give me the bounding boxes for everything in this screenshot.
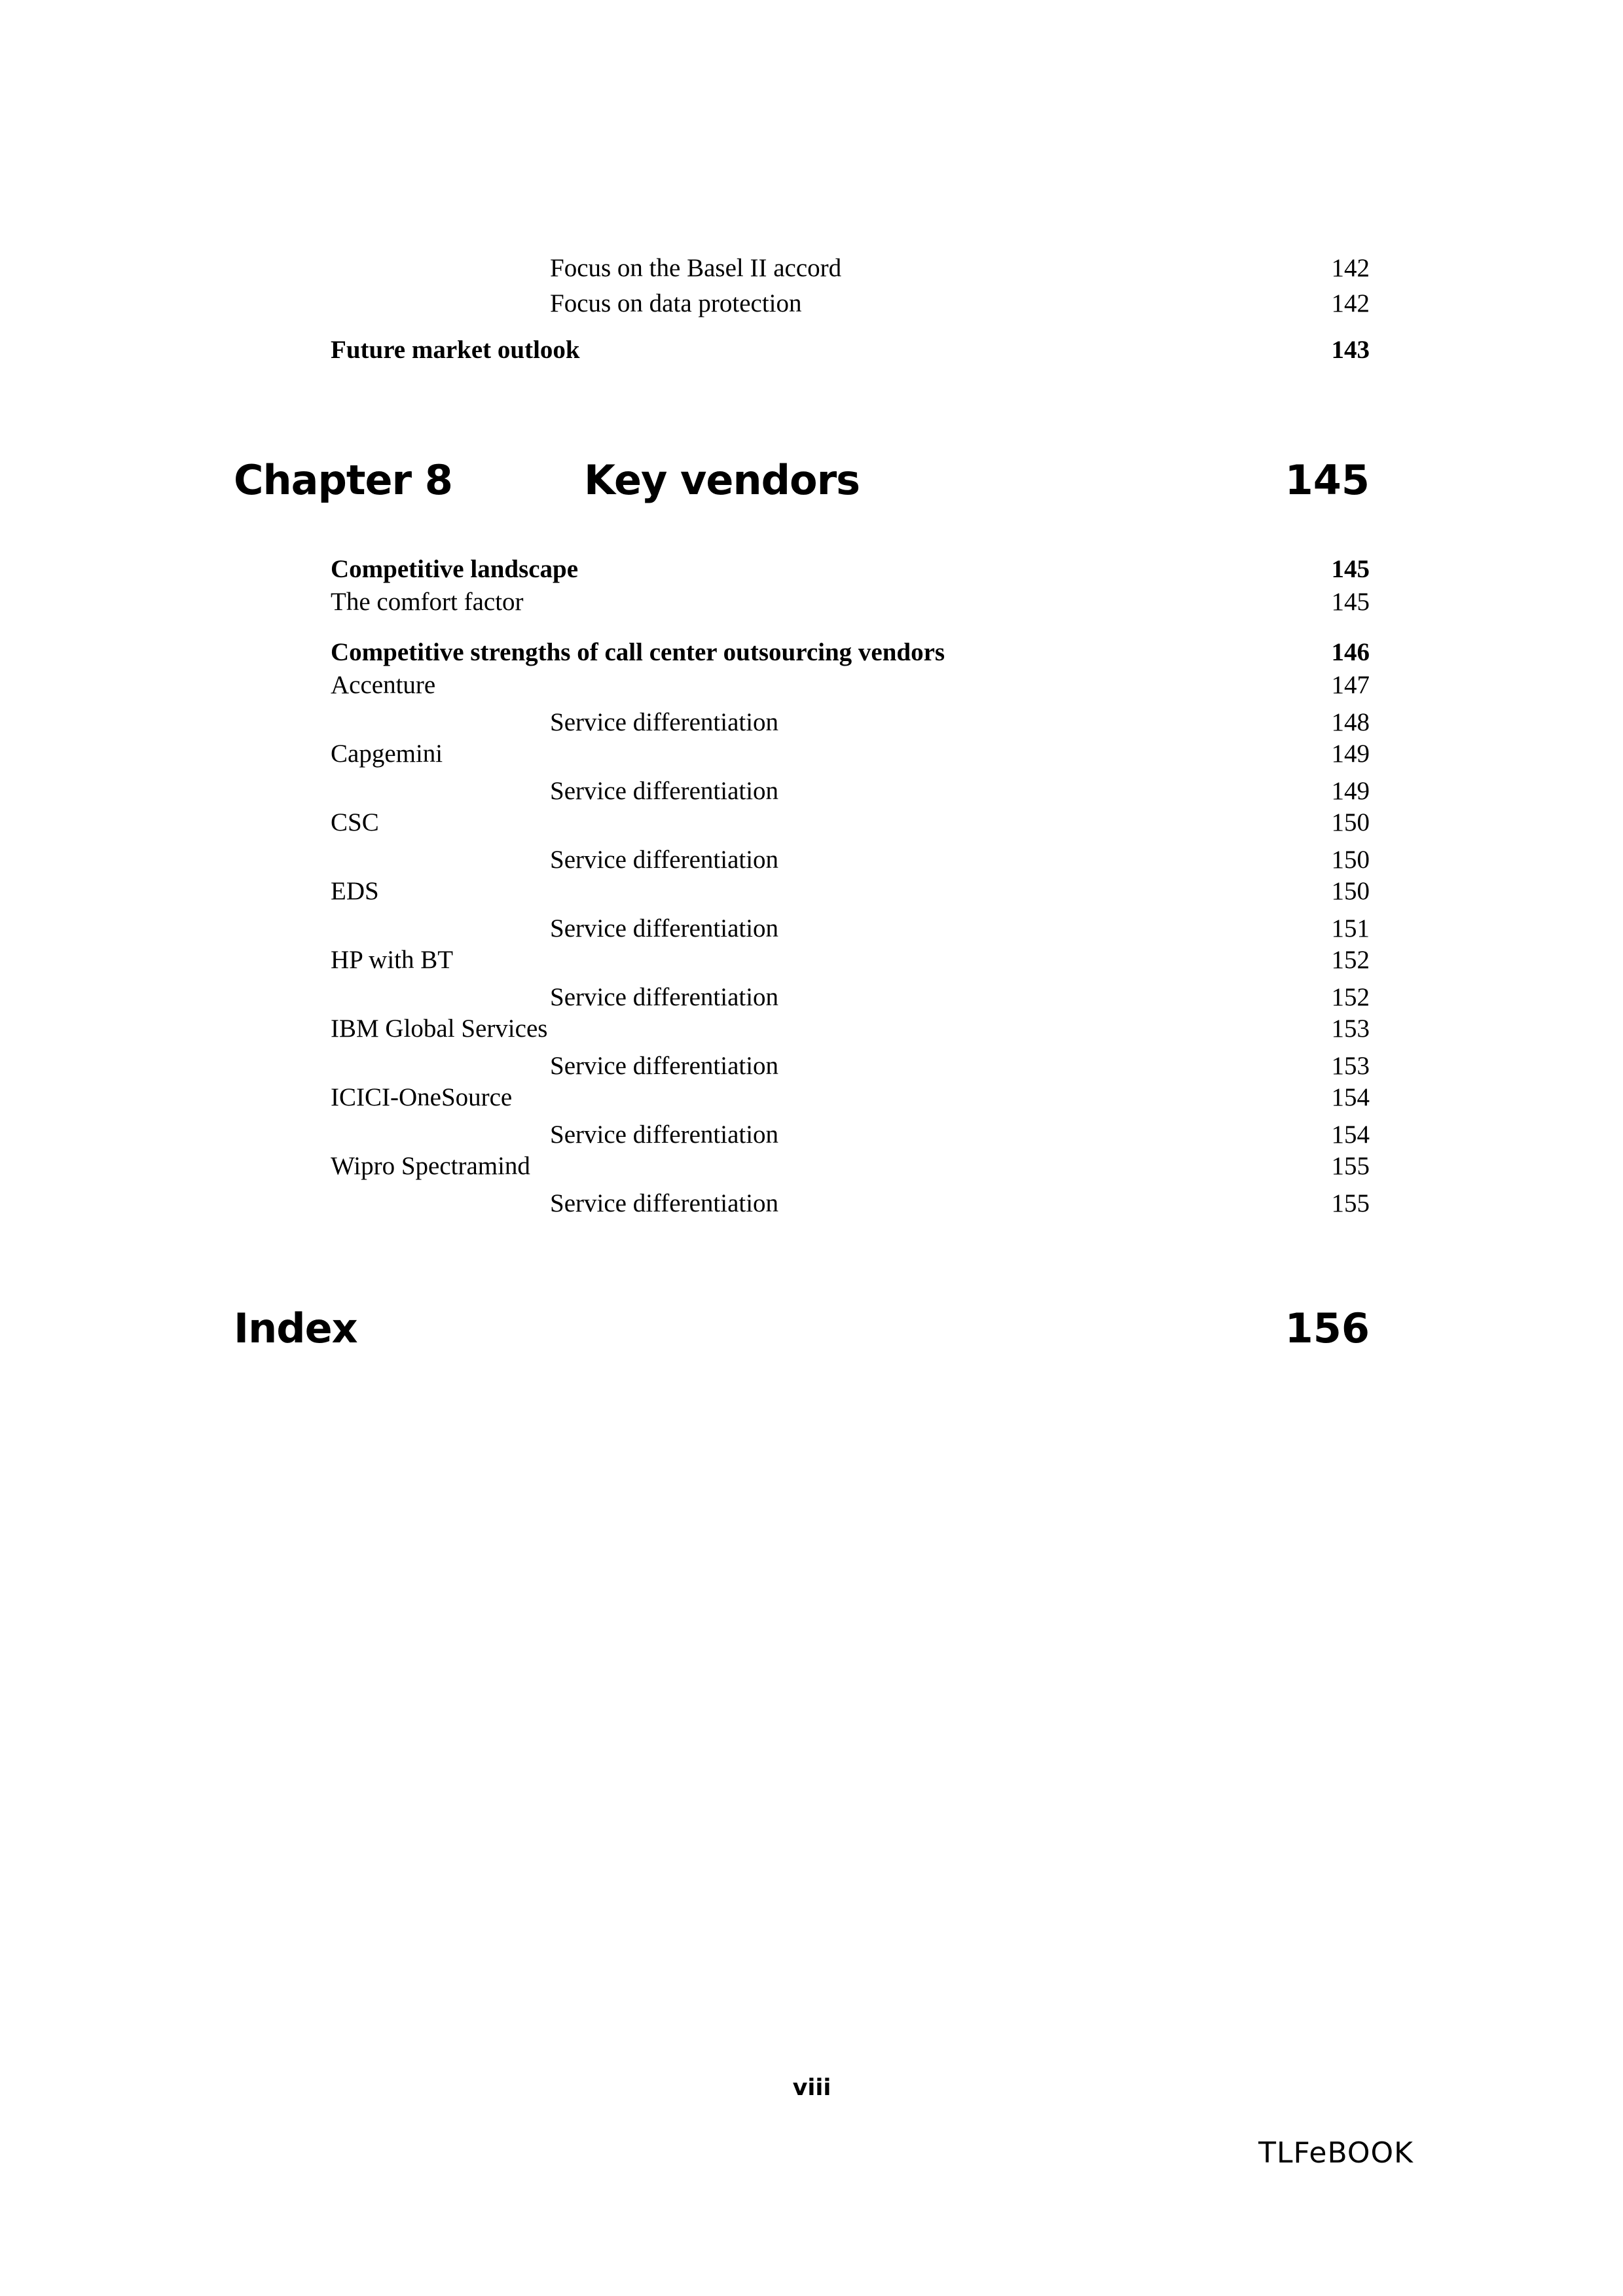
vendor-page: 147 [1331,671,1370,699]
subentry-title: Service differentiation [550,914,779,942]
subentry-title: Service differentiation [550,777,779,805]
subentry-page: 153 [1331,1052,1370,1080]
subentry-title: Service differentiation [550,708,779,736]
subentry-title: Service differentiation [550,983,779,1011]
toc-vendor-icici-onesource[interactable] [0,1082,1623,1121]
vendor-page: 155 [1331,1152,1370,1180]
vendor-name: Accenture [331,671,436,699]
vendor-name: IBM Global Services [331,1014,548,1043]
toc-entry-data-protection[interactable] [0,288,1623,327]
vendor-name: HP with BT [331,946,454,974]
toc-vendor-wipro-spectramind[interactable] [0,1151,1623,1190]
toc-entry-title: Focus on the Basel II accord [550,254,842,282]
chapter-heading[interactable] [0,454,1623,513]
vendor-page: 150 [1331,808,1370,836]
index-page: 156 [1285,1304,1370,1352]
toc-entry-page: 142 [1331,254,1370,282]
index-title: Index [234,1304,357,1352]
toc-entry-basel[interactable] [0,253,1623,292]
vendor-name: ICICI-OneSource [331,1083,513,1111]
toc-vendor-hp-with-bt[interactable] [0,944,1623,984]
vendor-name: Wipro Spectramind [331,1152,530,1180]
subentry-page: 149 [1331,777,1370,805]
toc-entry-page: 145 [1331,588,1370,616]
subentry-page: 148 [1331,708,1370,736]
chapter-label: Chapter 8 [234,456,452,504]
subentry-page: 154 [1331,1121,1370,1149]
vendor-page: 152 [1331,946,1370,974]
subentry-title: Service differentiation [550,1189,779,1217]
toc-section-title: Competitive landscape [331,555,579,583]
toc-vendor-accenture[interactable] [0,670,1623,709]
vendor-page: 150 [1331,877,1370,905]
vendor-page: 154 [1331,1083,1370,1111]
vendor-name: CSC [331,808,379,836]
subentry-page: 151 [1331,914,1370,942]
watermark-text: TLFeBOOK [1258,2136,1413,2170]
vendor-page: 149 [1331,740,1370,768]
toc-section-page: 145 [1331,555,1370,583]
toc-section-title: Future market outlook [331,336,580,364]
subentry-page: 152 [1331,983,1370,1011]
subentry-page: 155 [1331,1189,1370,1217]
toc-entry-title: The comfort factor [331,588,524,616]
subentry-title: Service differentiation [550,1121,779,1149]
page-folio: viii [792,2075,831,2101]
toc-vendor-subentry[interactable] [0,1188,1623,1227]
chapter-title: Key vendors [584,456,860,504]
subentry-title: Service differentiation [550,1052,779,1080]
toc-section-title: Competitive strengths of call center outsourcing vendors [331,638,945,666]
index-heading[interactable] [0,1302,1623,1361]
toc-entry-title: Focus on data protection [550,289,802,317]
vendor-name: Capgemini [331,740,443,768]
subentry-title: Service differentiation [550,846,779,874]
subentry-page: 150 [1331,846,1370,874]
toc-vendor-ibm[interactable] [0,1013,1623,1052]
toc-section-page: 146 [1331,638,1370,666]
toc-section-page: 143 [1331,336,1370,364]
vendor-page: 153 [1331,1014,1370,1043]
toc-section-future-outlook[interactable] [0,334,1623,374]
toc-vendor-csc[interactable] [0,807,1623,846]
chapter-page: 145 [1285,456,1370,504]
toc-vendor-eds[interactable] [0,876,1623,915]
toc-entry-page: 142 [1331,289,1370,317]
vendor-name: EDS [331,877,379,905]
toc-entry-comfort-factor[interactable] [0,586,1623,626]
toc-vendor-capgemini[interactable] [0,738,1623,778]
